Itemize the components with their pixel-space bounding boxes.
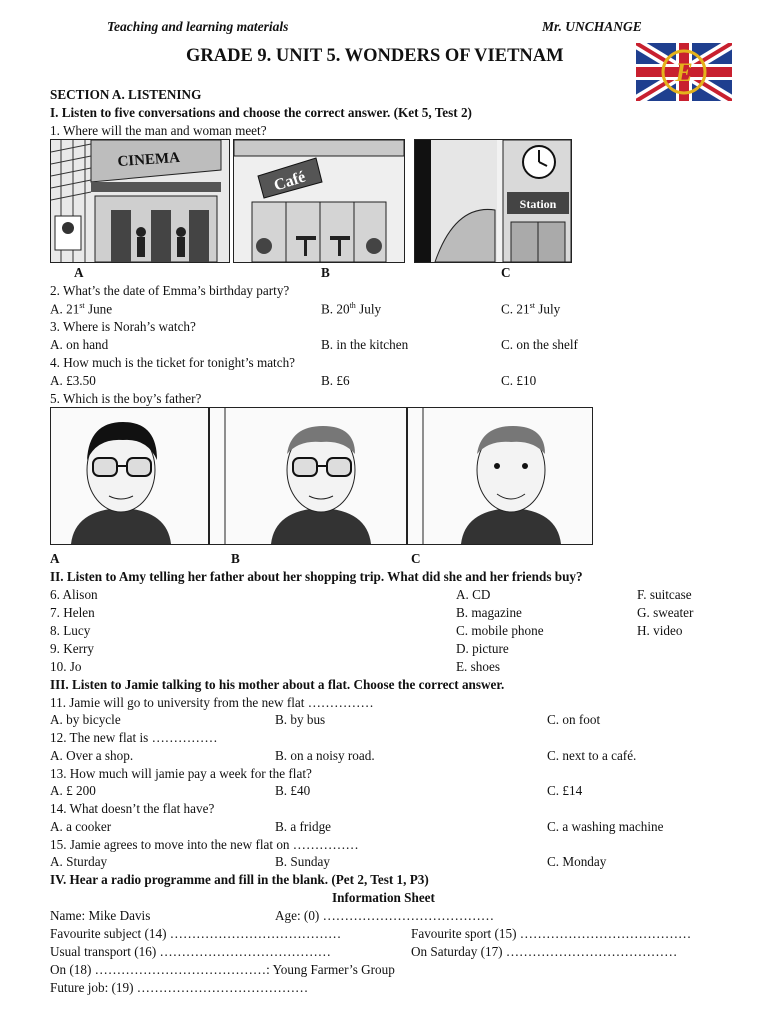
person-6: 6. Alison	[50, 587, 98, 602]
question-3: 3. Where is Norah’s watch?	[50, 319, 196, 334]
q3-option-c: C. on the shelf	[501, 337, 578, 352]
q14-option-c: C. a washing machine	[547, 819, 664, 834]
q13-option-a: A. £ 200	[50, 783, 96, 798]
person-10: 10. Jo	[50, 659, 82, 674]
header-right: Mr. UNCHANGE	[542, 19, 642, 34]
cafe-sign: Café	[272, 168, 308, 195]
question-4: 4. How much is the ticket for tonight’s match?	[50, 355, 296, 370]
q15-option-c: C. Monday	[547, 854, 607, 869]
q15-option-b: B. Sunday	[275, 854, 330, 869]
q11-option-a: A. by bicycle	[50, 712, 121, 727]
q3-option-b: B. in the kitchen	[321, 337, 409, 352]
q14-option-a: A. a cooker	[50, 819, 112, 834]
q13-option-c: C. £14	[547, 783, 583, 798]
q4-option-c: C. £10	[501, 373, 537, 388]
q11-option-b: B. by bus	[275, 712, 326, 727]
item-c: C. mobile phone	[456, 623, 544, 638]
logo-letter: E	[675, 58, 693, 87]
q11-option-c: C. on foot	[547, 712, 601, 727]
field-saturday: On Saturday (17) …………………………………	[411, 944, 678, 959]
item-f: F. suitcase	[637, 587, 692, 602]
person-9: 9. Kerry	[50, 641, 94, 656]
item-e: E. shoes	[456, 659, 500, 674]
picture-fathers	[50, 407, 593, 545]
field-future-job: Future job: (19) …………………………………	[50, 980, 309, 995]
picture-cinema	[50, 139, 230, 263]
q3-option-a: A. on hand	[50, 337, 109, 352]
field-transport: Usual transport (16) …………………………………	[50, 944, 331, 959]
q12-option-c: C. next to a café.	[547, 748, 637, 763]
q14-option-b: B. a fridge	[275, 819, 332, 834]
q2-option-a: A. 21st June	[50, 301, 113, 317]
question-12: 12. The new flat is ……………	[50, 730, 218, 745]
header-left: Teaching and learning materials	[107, 19, 289, 34]
q2-option-c: C. 21st July	[501, 301, 561, 317]
item-b: B. magazine	[456, 605, 522, 620]
question-11: 11. Jamie will go to university from the new flat ……………	[50, 695, 374, 710]
question-14: 14. What doesn’t the flat have?	[50, 801, 215, 816]
q13-option-b: B. £40	[275, 783, 311, 798]
field-fav-sport: Favourite sport (15) …………………………………	[411, 926, 692, 941]
station-sign: Station	[519, 197, 557, 211]
q15-option-a: A. Sturday	[50, 854, 108, 869]
q1-label-b: B	[321, 265, 330, 280]
picture-station	[414, 139, 572, 263]
item-h: H. video	[637, 623, 683, 638]
field-name: Name: Mike Davis	[50, 908, 151, 923]
item-a: A. CD	[456, 587, 491, 602]
question-13: 13. How much will jamie pay a week for the flat?	[50, 766, 312, 781]
item-d: D. picture	[456, 641, 509, 656]
info-sheet-title: Information Sheet	[332, 890, 435, 905]
q1-label-a: A	[74, 265, 84, 280]
page-title: GRADE 9. UNIT 5. WONDERS OF VIETNAM	[186, 46, 564, 66]
question-2: 2. What’s the date of Emma’s birthday party?	[50, 283, 290, 298]
logo	[636, 43, 732, 101]
q12-option-b: B. on a noisy road.	[275, 748, 375, 763]
field-age: Age: (0) …………………………………	[275, 908, 495, 923]
q5-label-c: C	[411, 551, 421, 566]
q4-option-b: B. £6	[321, 373, 350, 388]
question-15: 15. Jamie agrees to move into the new flat on ……………	[50, 837, 359, 852]
item-g: G. sweater	[637, 605, 694, 620]
field-on18: On (18) …………………………………: Young Farmer’s Group	[50, 962, 395, 977]
question-1: 1. Where will the man and woman meet?	[50, 123, 267, 138]
part4-heading: IV. Hear a radio programme and fill in the blank. (Pet 2, Test 1, P3)	[50, 872, 429, 887]
part3-heading: III. Listen to Jamie talking to his mother about a flat. Choose the correct answer.	[50, 677, 505, 692]
field-fav-subject: Favourite subject (14) …………………………………	[50, 926, 342, 941]
question-5: 5. Which is the boy’s father?	[50, 391, 202, 406]
part2-heading: II. Listen to Amy telling her father about her shopping trip. What did she and her friends buy?	[50, 569, 583, 584]
part1-heading: I. Listen to five conversations and choose the correct answer. (Ket 5, Test 2)	[50, 105, 472, 120]
person-8: 8. Lucy	[50, 623, 91, 638]
q5-label-b: B	[231, 551, 240, 566]
picture-cafe	[233, 139, 405, 263]
q1-label-c: C	[501, 265, 511, 280]
q5-label-a: A	[50, 551, 60, 566]
section-title: SECTION A. LISTENING	[50, 87, 202, 102]
q2-option-b: B. 20th July	[321, 301, 382, 317]
person-7: 7. Helen	[50, 605, 95, 620]
cinema-sign: CINEMA	[116, 149, 181, 171]
q4-option-a: A. £3.50	[50, 373, 96, 388]
q12-option-a: A. Over a shop.	[50, 748, 134, 763]
